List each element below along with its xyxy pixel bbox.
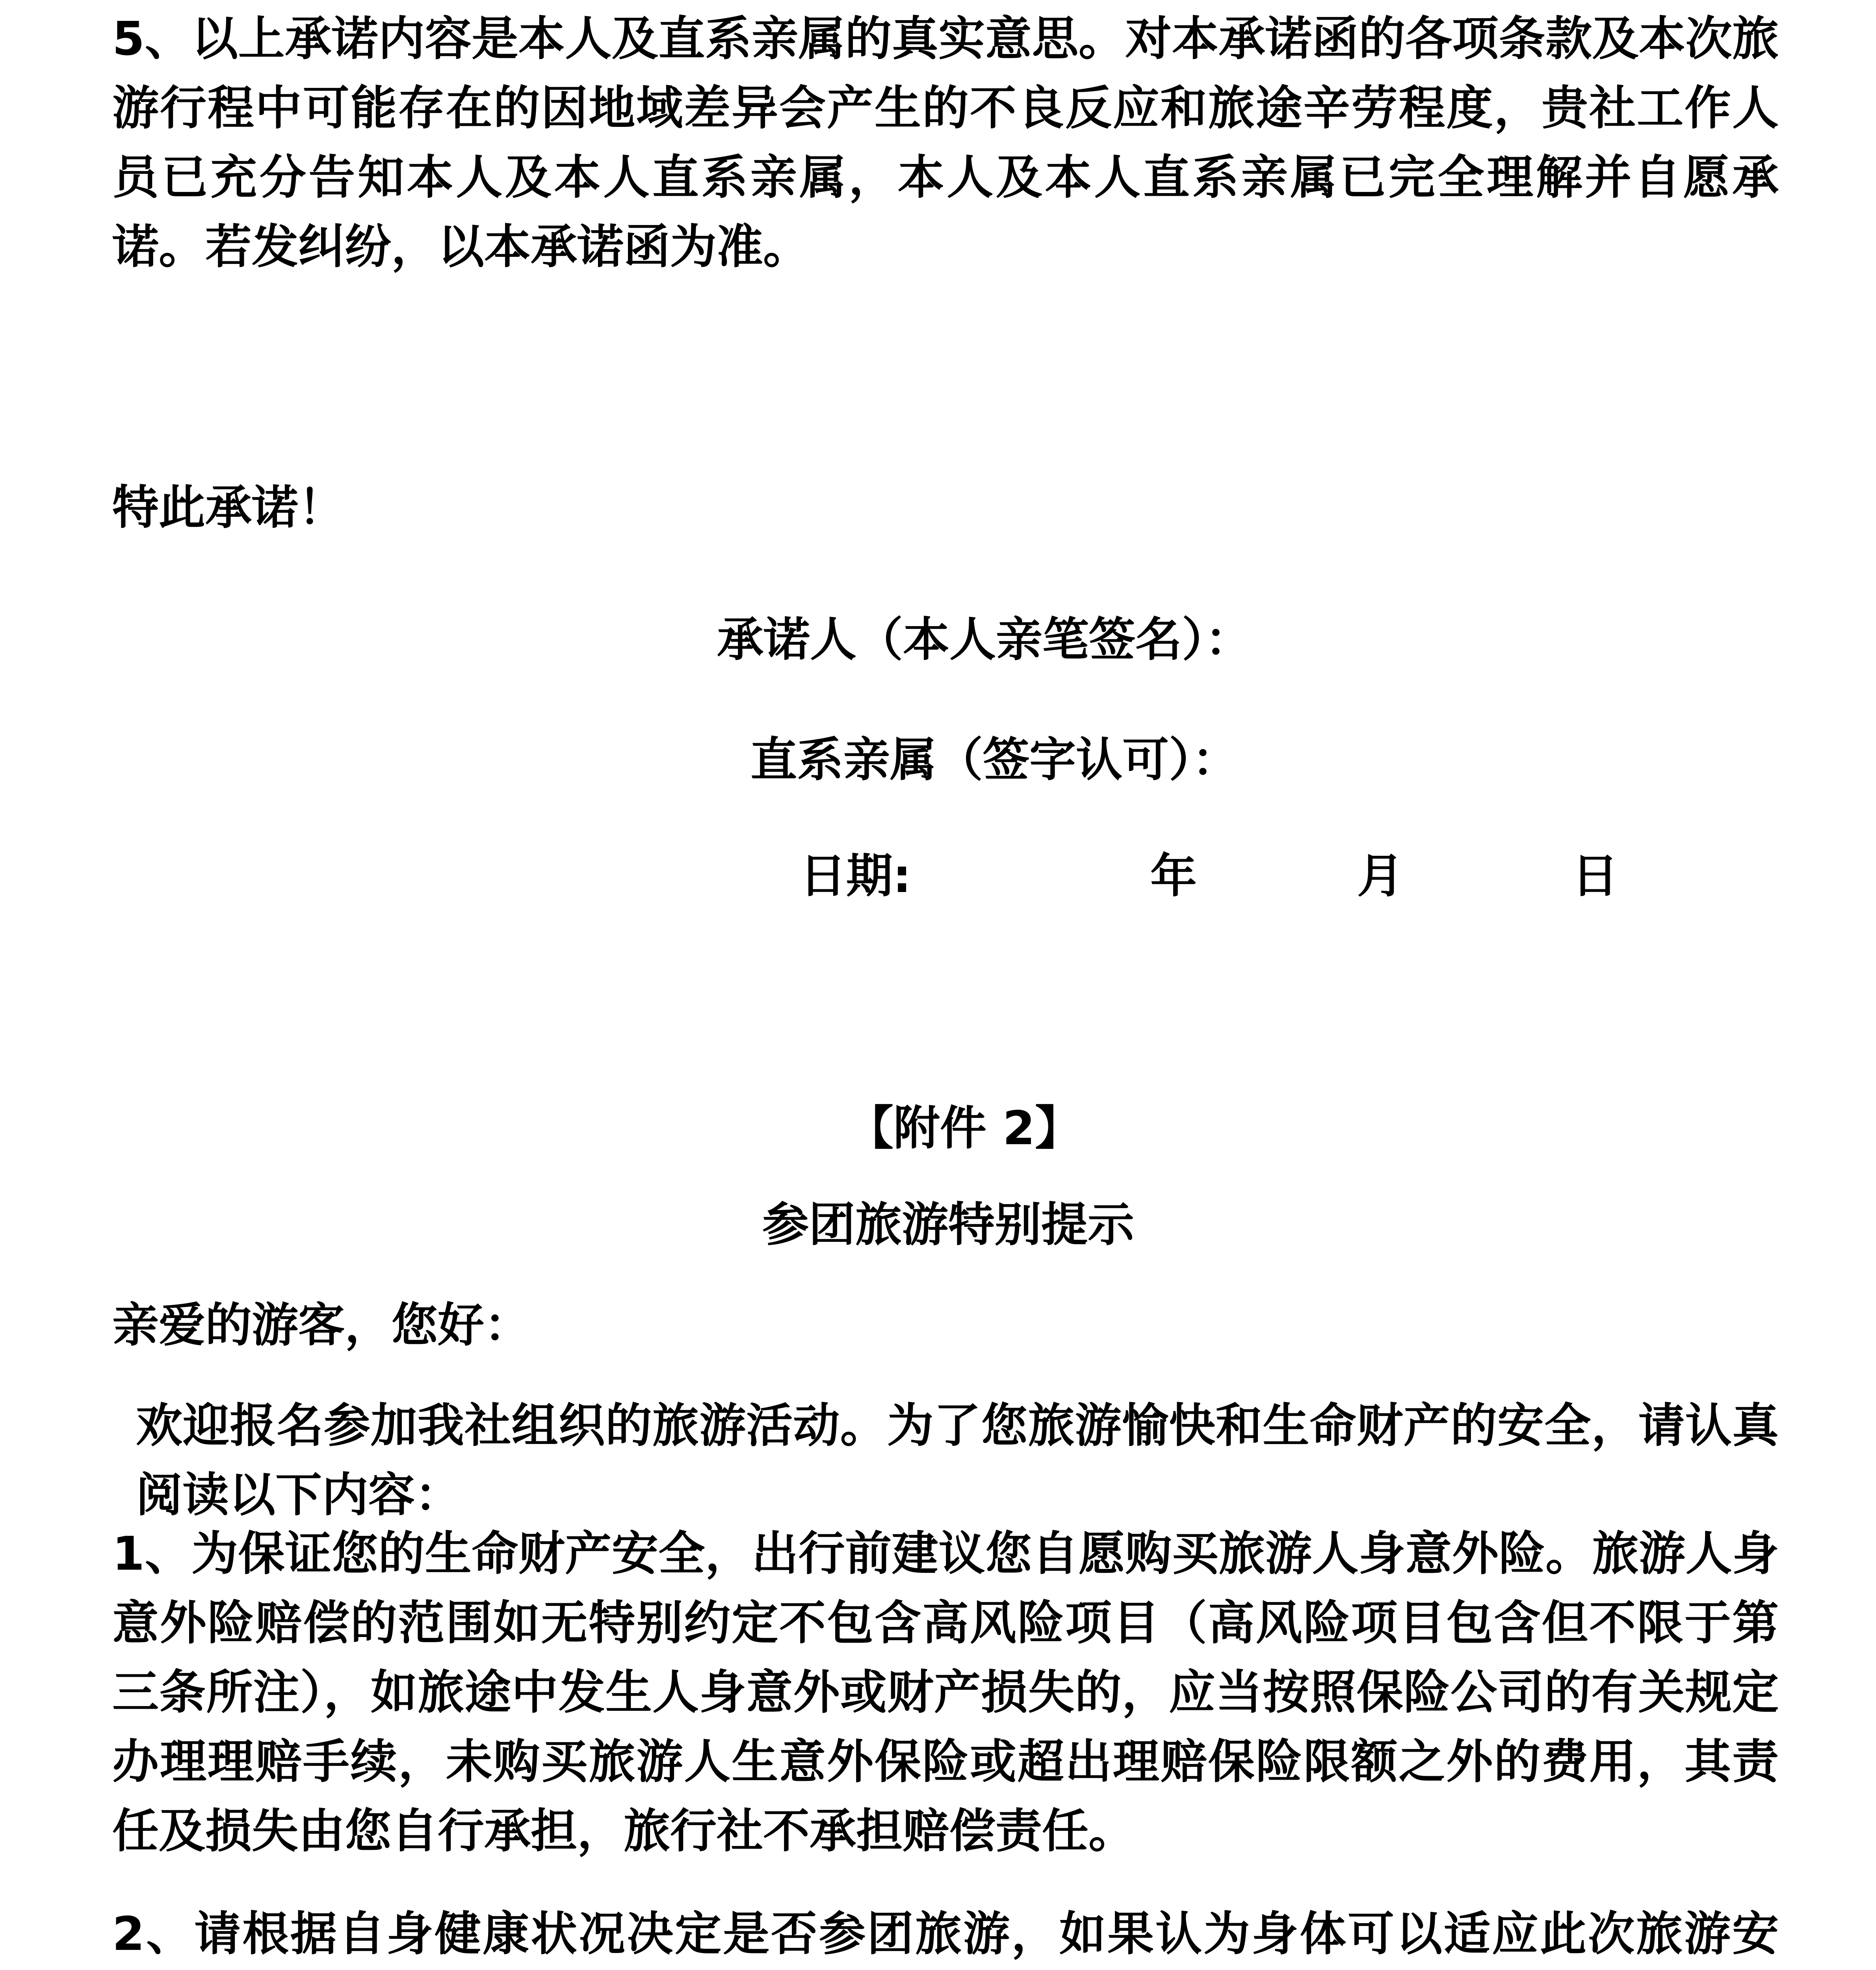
date-month-label: 月	[1357, 849, 1404, 903]
date-day-label: 日	[1572, 849, 1619, 903]
notice-item-1: 1、为保证您的生命财产安全，出行前建议您自愿购买旅游人身意外险。旅游人身意外险赔偿的范围如无特别约定不包含高风险项目（高风险项目包含但不限于第三条所注），如旅途中发生人身意外或财产损失的，应当按照保险公司的有关规定办理理赔手续，未购买旅游人生意外保险或超出理赔保险限额之外的费用，其责任及损失由您自行承担，旅行社不承担赔偿责任。	[112, 1526, 1779, 1858]
commitment-closing: 特此承诺！	[112, 480, 345, 535]
relative-signature-label: 直系亲属（签字认可）：	[750, 732, 1239, 787]
intro-paragraph: 欢迎报名参加我社组织的旅游活动。为了您旅游愉快和生命财产的安全，请认真阅读以下内容：	[136, 1398, 1779, 1522]
date-label: 日期:	[800, 849, 912, 903]
notice-item-2: 2、请根据自身健康状况决定是否参团旅游，如果认为身体可以适应此次旅游安	[112, 1907, 1779, 1961]
attachment-title: 参团旅游特别提示	[762, 1197, 1135, 1252]
commitment-item-5: 5、以上承诺内容是本人及直系亲属的真实意思。对本承诺函的各项条款及本次旅游行程中可能存在的因地域差异会产生的不良反应和旅途辛劳程度，贵社工作人员已充分告知本人及本人直系亲属，本人及本人直系亲属已完全理解并自愿承诺。若发纠纷，以本承诺函为准。	[112, 11, 1779, 274]
attachment-label: 【附件 2】	[847, 1101, 1082, 1155]
greeting: 亲爱的游客，您好：	[112, 1298, 531, 1352]
date-year-label: 年	[1150, 849, 1197, 903]
signer-label: 承诺人（本人亲笔签名）：	[717, 612, 1252, 667]
